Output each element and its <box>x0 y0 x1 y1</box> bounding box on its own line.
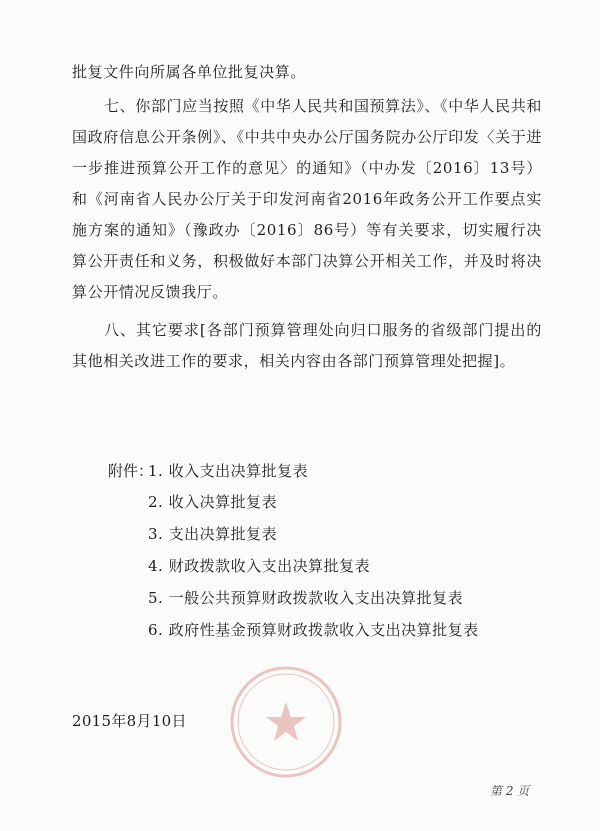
attachment-item-6: 6. 政府性基金预算财政拨款收入支出决算批复表 <box>148 621 479 639</box>
attachment-item-5: 5. 一般公共预算财政拨款收入支出决算批复表 <box>148 589 464 607</box>
paragraph-seven: 七、你部门应当按照《中华人民共和国预算法》、《中华人民共和国政府信息公开条例》、《中共中央办公厅国务院办公厅印发〈关于进一步推进预算公开工作的意见〉的通知》（中办发〔2016〕13号）和《河南省人民办公厅关于印发河南省2016年政务公开工作要点实施方案的通知》（豫政办〔2016〕86号）等有关要求，切实履行决算公开责任和义务，积极做好本部门决算公开相关工作，并及时将决算公开情况反馈我厅。 <box>72 97 542 301</box>
attachment-item-2: 2. 收入决算批复表 <box>148 493 278 511</box>
attachment-item-3: 3. 支出决算批复表 <box>148 525 278 543</box>
official-seal-icon <box>226 662 346 782</box>
paragraph-eight: 八、其它要求[各部门预算管理处向归口服务的省级部门提出的其他相关改进工作的要求，相关内容由各部门预算管理处把握]。 <box>72 321 542 370</box>
page-number: 第 2 页 <box>490 784 530 798</box>
attachments-label: 附件： <box>108 462 154 480</box>
attachment-item-4: 4. 财政拨款收入支出决算批复表 <box>148 557 371 575</box>
document-date: 2015年8月10日 <box>72 712 187 730</box>
attachment-item-1: 1. 收入支出决算批复表 <box>148 462 309 480</box>
paragraph-continuation: 批复文件向所属各单位批复决算。 <box>72 63 307 81</box>
